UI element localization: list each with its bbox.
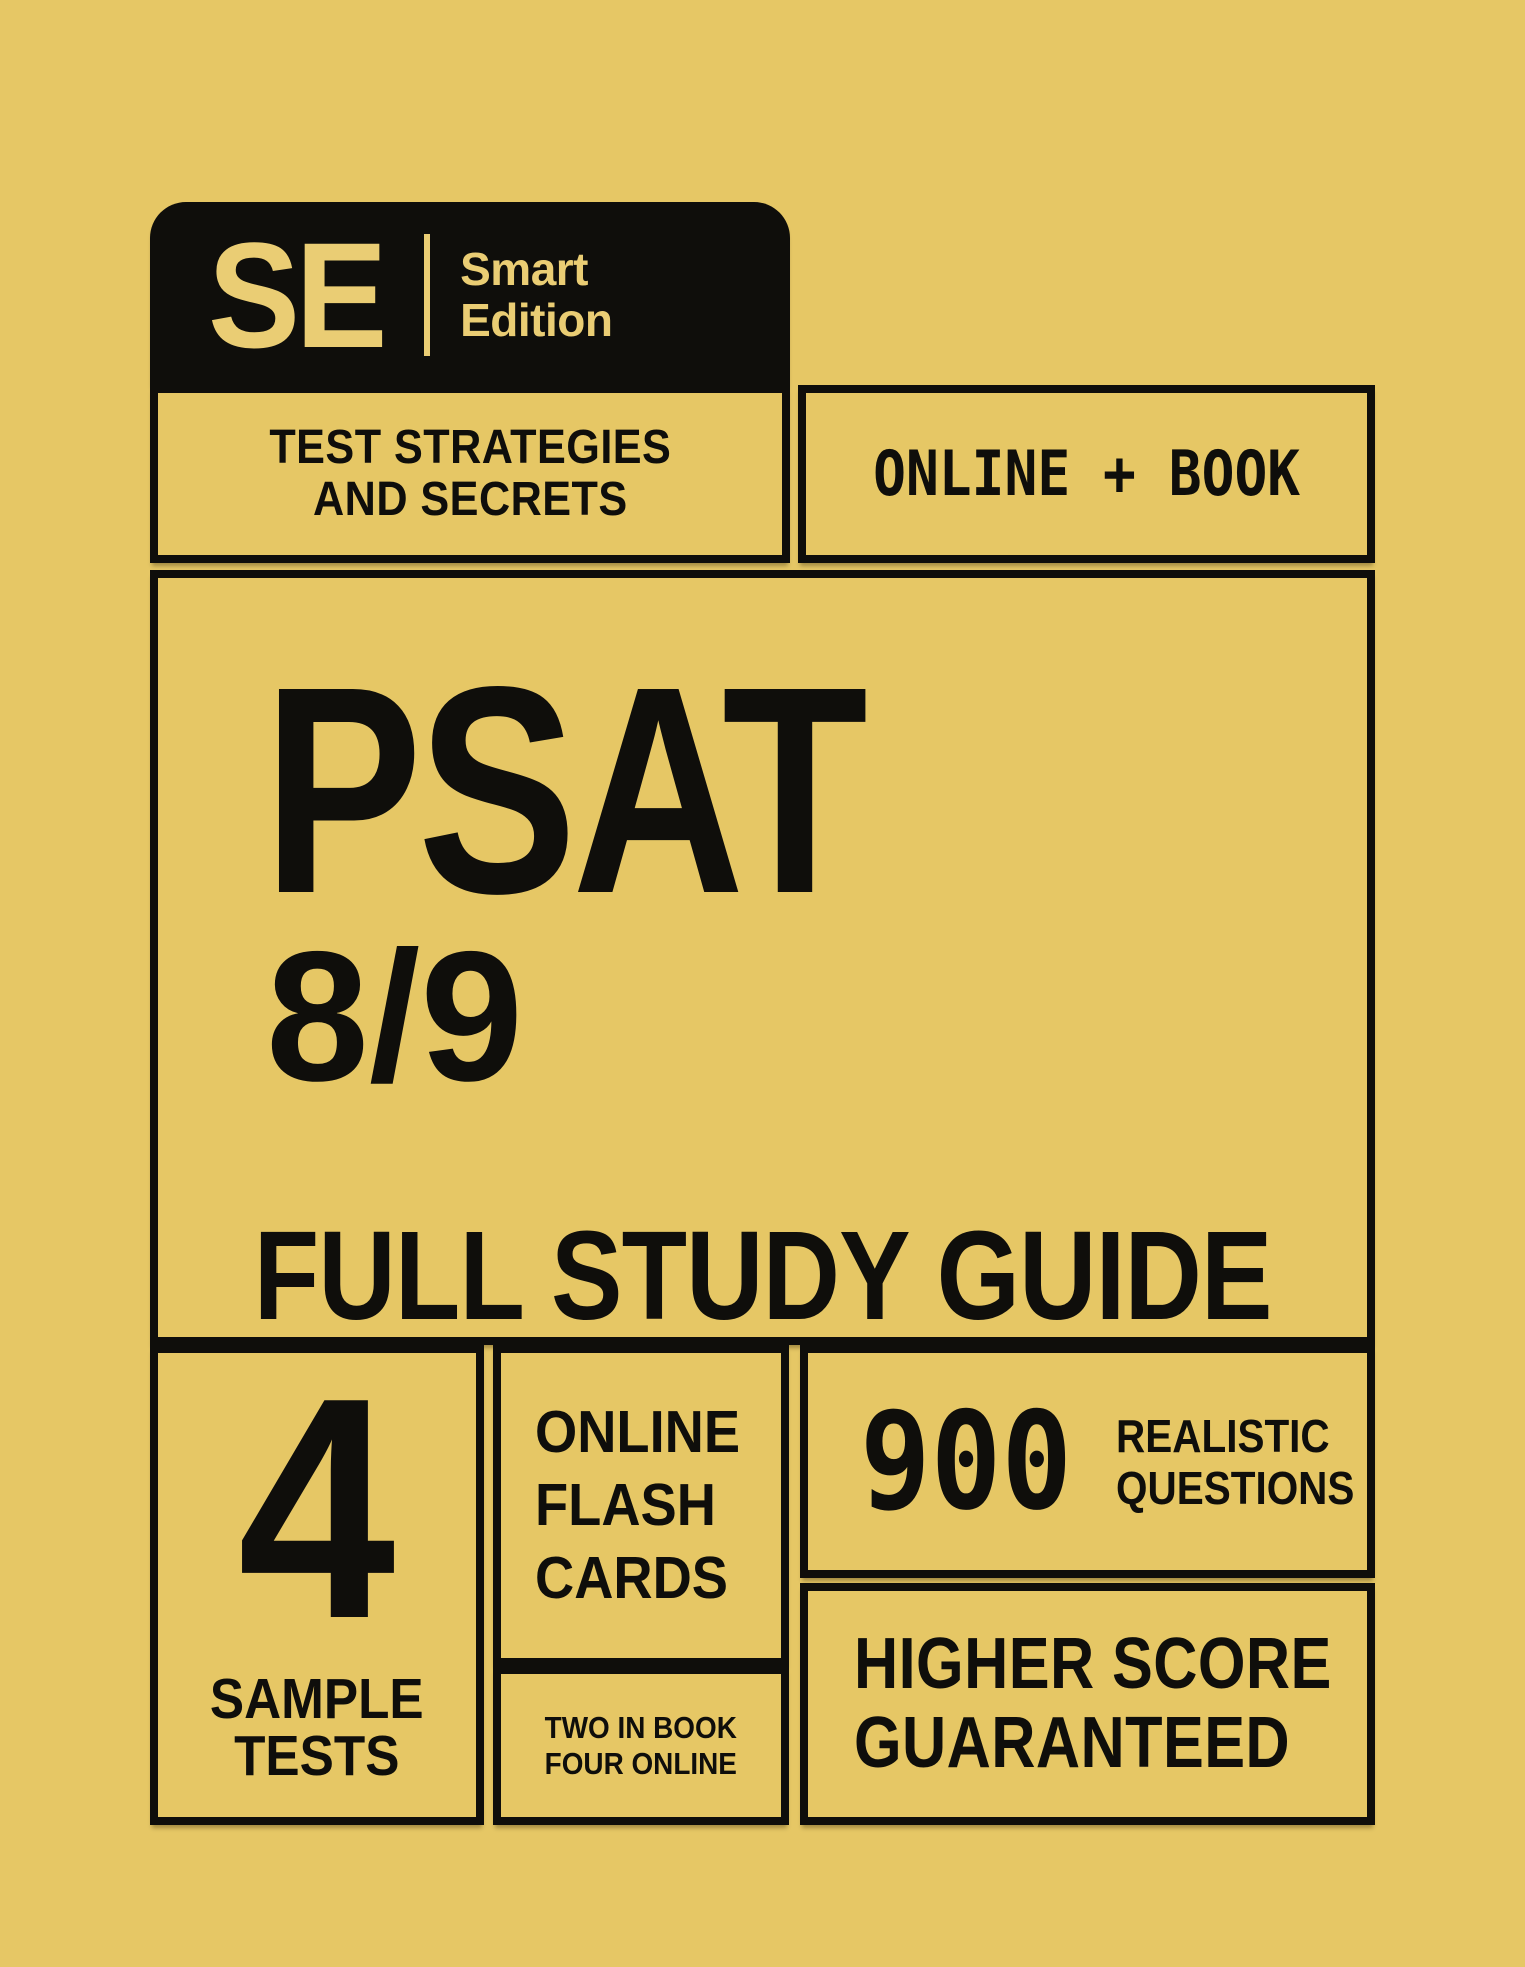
publisher-monogram: SE (208, 210, 383, 379)
flash-cards-note-box (493, 1666, 789, 1825)
guarantee-line1: HIGHER SCORE (854, 1624, 1332, 1704)
logo-divider (424, 234, 430, 356)
sample-tests-label-line1: SAMPLE (210, 1667, 424, 1731)
questions-label (1116, 1410, 1354, 1514)
strategies-line2: AND SECRETS (312, 473, 628, 526)
sample-tests-box (150, 1332, 484, 1825)
flash-cards-line3: CARDS (535, 1545, 729, 1611)
flash-cards-note (545, 1710, 737, 1782)
questions-label-line2: QUESTIONS (1115, 1461, 1355, 1514)
title-panel (150, 570, 1375, 1345)
flash-cards-label (535, 1396, 761, 1615)
guarantee-label (854, 1624, 1332, 1783)
flash-cards-line2: FLASH (535, 1472, 716, 1538)
strategies-banner-text (269, 422, 671, 526)
guarantee-line2: GUARANTEED (854, 1703, 1291, 1783)
publisher-name (460, 244, 612, 346)
flash-cards-note-line1: TWO IN BOOK (544, 1709, 738, 1745)
guarantee-box (800, 1583, 1375, 1825)
sample-tests-label (210, 1667, 424, 1788)
flash-cards-box (493, 1345, 789, 1666)
publisher-name-top: Smart (460, 242, 588, 295)
subtitle: FULL STUDY GUIDE (253, 1205, 1272, 1346)
strategies-line1: TEST STRATEGIES (269, 421, 671, 474)
format-banner (798, 385, 1375, 563)
questions-count: 900 (860, 1383, 1073, 1540)
flash-cards-note-line2: FOUR ONLINE (544, 1745, 738, 1781)
strategies-banner (150, 385, 790, 563)
sample-tests-count: 4 (238, 1332, 396, 1684)
format-banner-text: ONLINE + BOOK (872, 437, 1301, 510)
publisher-name-bottom: Edition (460, 293, 613, 346)
subtitle-wrap (158, 1207, 1367, 1346)
questions-label-line1: REALISTIC (1115, 1409, 1330, 1462)
exam-name: PSAT (263, 625, 864, 955)
sample-tests-label-line2: TESTS (234, 1724, 400, 1788)
flash-cards-line1: ONLINE (535, 1399, 741, 1465)
exam-grade: 8/9 (266, 914, 524, 1120)
questions-box (800, 1345, 1375, 1578)
publisher-logo (150, 202, 790, 387)
